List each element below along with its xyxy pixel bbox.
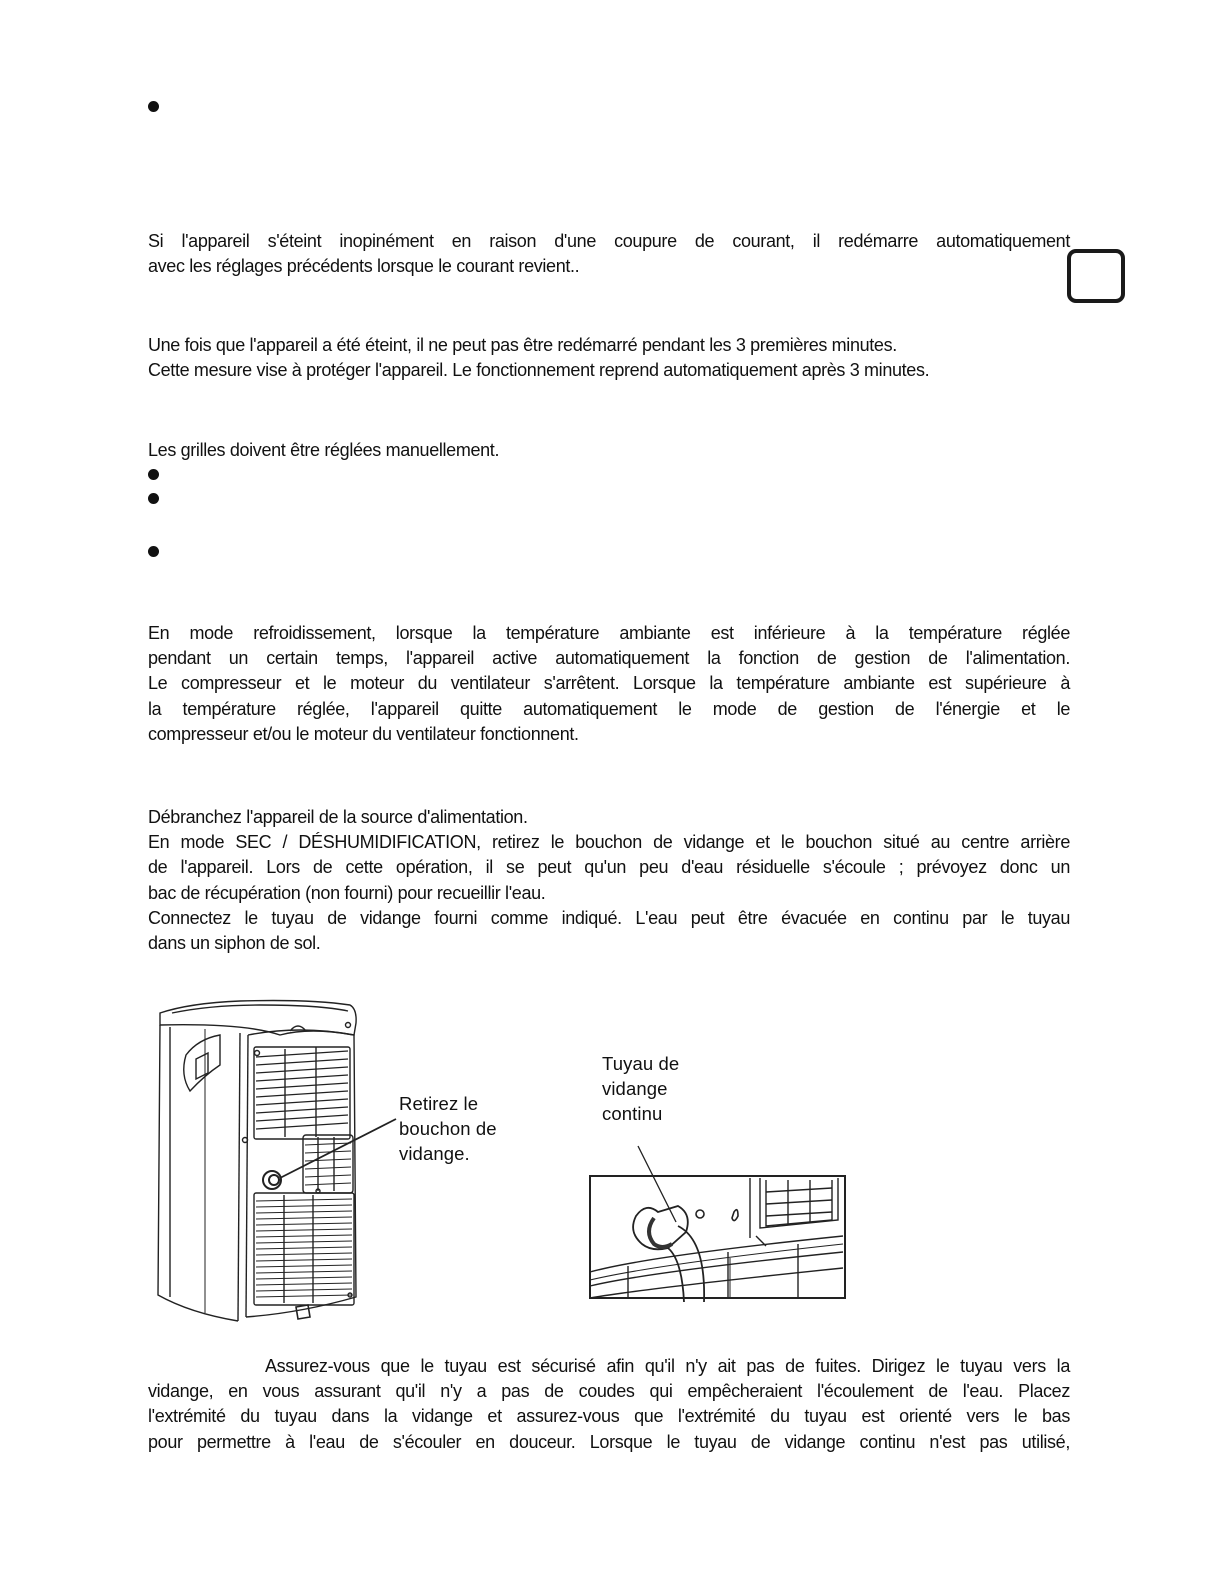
bullet-dot-icon: [148, 101, 159, 112]
text-line: En mode refroidissement, lorsque la température ambiante est inférieure à la température réglée: [148, 623, 1070, 643]
hose-note-paragraph: [148, 1354, 1070, 1455]
text-line: dans un siphon de sol.: [148, 933, 321, 954]
callout-line: Retirez le: [399, 1093, 479, 1114]
text-line: Le compresseur et le moteur du ventilateur s'arrêtent. Lorsque la température ambiante est supérieure à: [148, 673, 1070, 694]
air-conditioner-rear-illustration: [150, 995, 370, 1325]
text-line: Débranchez l'appareil de la source d'alimentation.: [148, 807, 528, 827]
text-line: avec les réglages précédents lorsque le courant revient..: [148, 256, 580, 277]
callout-line: vidange.: [399, 1143, 470, 1164]
text-line: vidange, en vous assurant qu'il n'y a pas de coudes qui empêcheraient l'écoulement de l'eau. Placez: [148, 1381, 1070, 1402]
callout-line: vidange: [602, 1078, 668, 1099]
drainage-paragraph: [148, 805, 1070, 956]
text-line: compresseur et/ou le moteur du ventilateur fonctionnent.: [148, 723, 579, 744]
drain-hose-detail-illustration: [588, 1140, 848, 1302]
upper-grille-slats: [256, 1051, 348, 1129]
text-line: Une fois que l'appareil a été éteint, il ne peut pas être redémarré pendant les 3 premières minutes.: [148, 335, 897, 355]
bullet-dot-icon: [148, 546, 159, 557]
text-line: de l'appareil. Lors de cette opération, il se peut qu'un peu d'eau résiduelle s'écoule ; prévoyez donc un: [148, 857, 1070, 878]
callout-line: continu: [602, 1103, 663, 1124]
bullet-dot-icon: [148, 469, 159, 480]
text-line: pendant un certain temps, l'appareil active automatiquement la fonction de gestion de l'alimentation.: [148, 648, 1070, 669]
text-line: Les grilles doivent être réglées manuellement.: [148, 440, 500, 460]
bullet-dot-icon: [148, 493, 159, 504]
text-line: En mode SEC / DÉSHUMIDIFICATION, retirez le bouchon de vidange et le bouchon situé au centre arrière: [148, 832, 1070, 853]
language-badge: [1067, 249, 1125, 303]
text-line: bac de récupération (non fourni) pour recueillir l'eau.: [148, 882, 546, 903]
text-line: pour permettre à l'eau de s'écouler en douceur. Lorsque le tuyau de vidange continu n'est pas utilisé,: [148, 1431, 1070, 1452]
text-line: Si l'appareil s'éteint inopinément en raison d'une coupure de courant, il redémarre automatiquement: [148, 231, 1070, 251]
callout-line: Tuyau de: [602, 1053, 680, 1074]
text-line: Assurez-vous que le tuyau est sécurisé afin qu'il n'y ait pas de fuites. Dirigez le tuyau vers la: [265, 1356, 1070, 1376]
drain-plug-callout: [399, 1091, 497, 1166]
text-line: Cette mesure vise à protéger l'appareil. Le fonctionnement reprend automatiquement après 3 minutes.: [148, 360, 930, 381]
callout-line: bouchon de: [399, 1118, 497, 1139]
text-line: l'extrémité du tuyau dans la vidange et assurez-vous que l'extrémité du tuyau est orienté vers le bas: [148, 1406, 1070, 1427]
drain-hose-callout: [602, 1051, 679, 1126]
text-line: la température réglée, l'appareil quitte automatiquement le mode de gestion de l'énergie et le: [148, 698, 1070, 719]
power-management-paragraph: [148, 621, 1070, 747]
auto-restart-paragraph: [148, 229, 1070, 279]
louvers-paragraph: [148, 438, 1070, 463]
lower-grille-slats: [256, 1199, 352, 1297]
text-line: Connectez le tuyau de vidange fourni comme indiqué. L'eau peut être évacuée en continu par le tuyau: [148, 907, 1070, 928]
compressor-delay-paragraph: [148, 333, 1070, 383]
